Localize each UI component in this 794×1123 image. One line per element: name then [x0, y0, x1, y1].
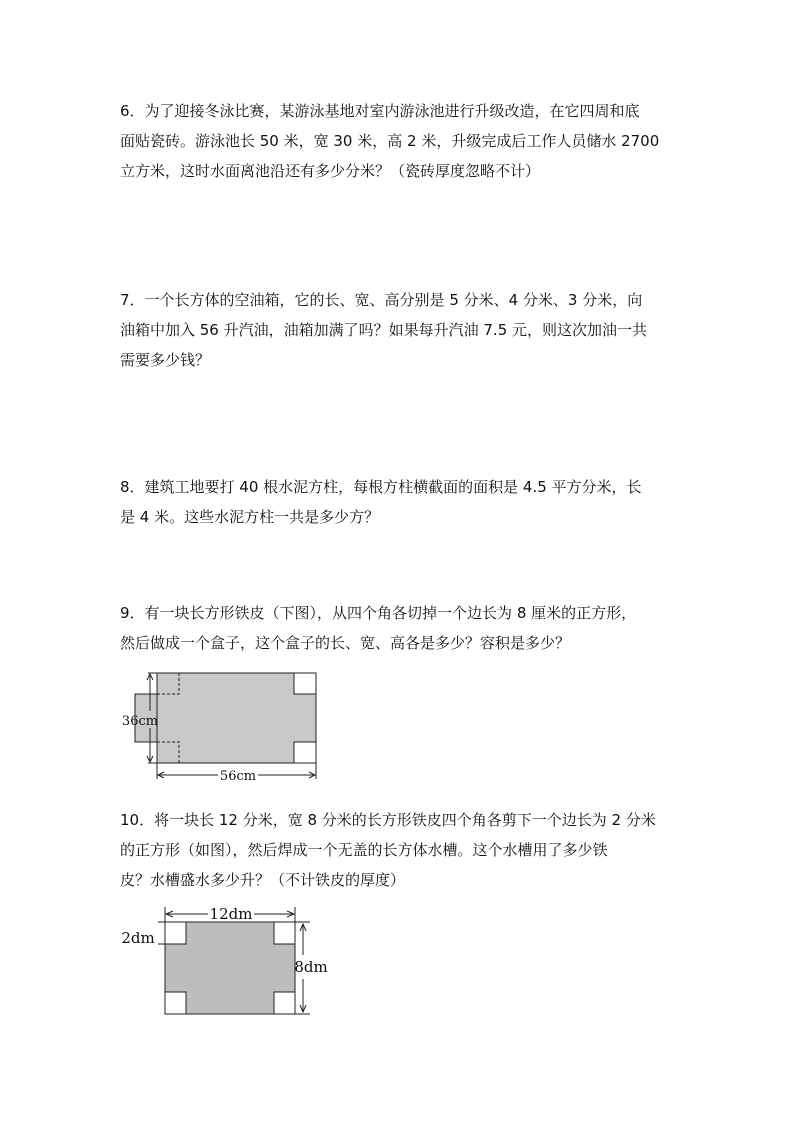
figure-iron-sheet [110, 666, 340, 786]
question-8 [120, 472, 680, 532]
figure-2-width-label: 12dm [209, 905, 253, 923]
figure-1-height-label: 36cm [121, 714, 159, 729]
figure-1-shaded-sheet [135, 673, 316, 763]
figure-2-height-label: 8dm [294, 958, 328, 976]
question-7-line-1: 7．一个长方体的空油箱，它的长、宽、高分别是 5 分米、4 分米、3 分米，向 [120, 291, 643, 309]
question-9-line-2: 然后做成一个盒子，这个盒子的长、宽、高各是多少？容积是多少？ [120, 634, 571, 652]
question-6-line-3: 立方米，这时水面离池沿还有多少分米？（瓷砖厚度忽略不计） [120, 162, 541, 180]
question-6-line-2: 面贴瓷砖。游泳池长 50 米，宽 30 米，高 2 米，升级完成后工作人员储水 2700 [120, 132, 660, 150]
question-10-line-1: 10．将一块长 12 分米，宽 8 分米的长方形铁皮四个角各剪下一个边长为 2 分米 [120, 811, 656, 829]
question-10 [120, 805, 680, 895]
question-7 [120, 285, 680, 375]
figure-water-tank-sheet [118, 903, 338, 1018]
question-6-line-1: 6．为了迎接冬泳比赛，某游泳基地对室内游泳池进行升级改造，在它四周和底 [120, 102, 640, 120]
question-8-line-2: 是 4 米。这些水泥方柱一共是多少方？ [120, 508, 380, 526]
figure-1-width-label: 56cm [219, 769, 257, 784]
question-9 [120, 598, 680, 658]
question-7-line-3: 需要多少钱？ [120, 351, 211, 369]
question-6 [120, 96, 680, 186]
figure-2-corner-label: 2dm [121, 929, 155, 947]
question-8-line-1: 8．建筑工地要打 40 根水泥方柱，每根方柱横截面的面积是 4.5 平方分米，长 [120, 478, 642, 496]
figure-2-corner-dimension [158, 922, 165, 944]
question-10-line-2: 的正方形（如图），然后焊成一个无盖的长方体水槽。这个水槽用了多少铁 [120, 841, 608, 859]
question-9-line-1: 9．有一块长方形铁皮（下图），从四个角各切掉一个边长为 8 厘米的正方形， [120, 604, 637, 622]
question-7-line-2: 油箱中加入 56 升汽油，油箱加满了吗？如果每升汽油 7.5 元，则这次加油一共 [120, 321, 648, 339]
question-10-line-3: 皮？水槽盛水多少升？（不计铁皮的厚度） [120, 871, 406, 889]
